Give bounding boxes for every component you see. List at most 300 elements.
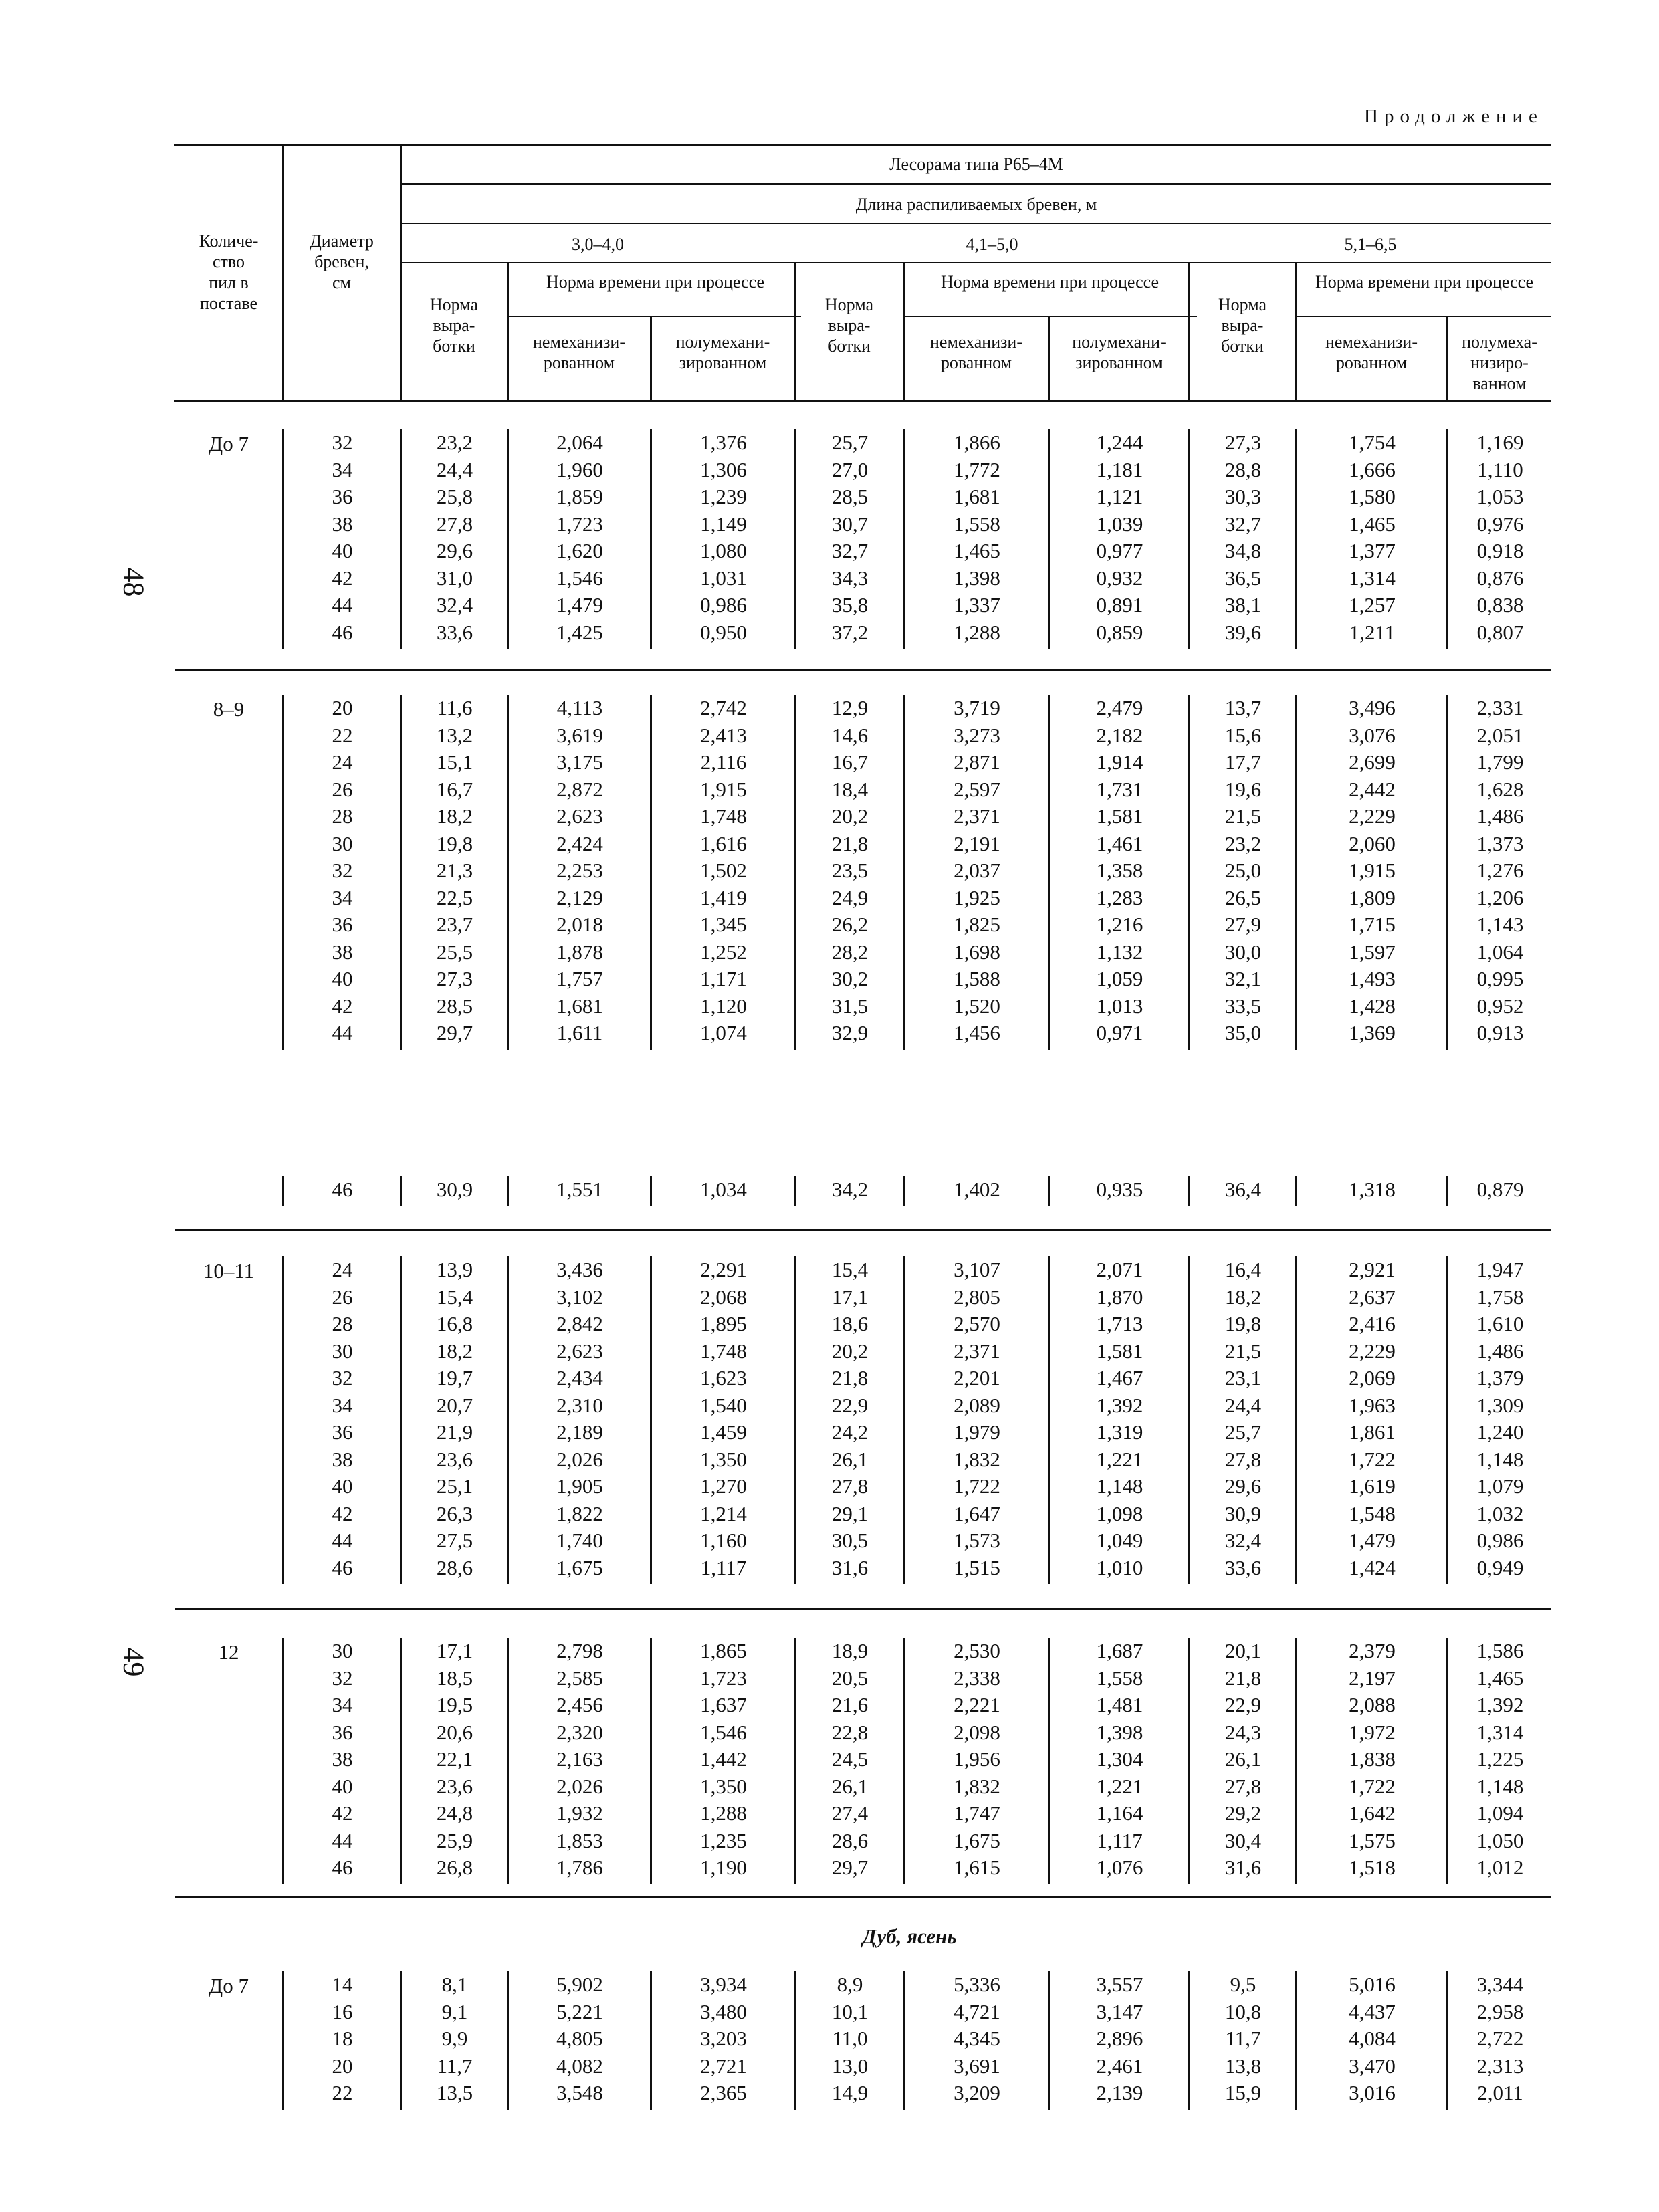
table-cell: 34: [332, 1693, 353, 1717]
header-vline: [903, 262, 905, 400]
table-cell: 3,436: [556, 1258, 603, 1281]
table-cell: 4,113: [556, 696, 603, 720]
table-cell: 29,2: [1224, 1801, 1262, 1825]
table-cell: 29,1: [831, 1501, 869, 1525]
time-norm-header: Норма времени при процессе: [546, 272, 765, 292]
table-cell: 1,350: [700, 1447, 747, 1471]
table-cell: 20: [332, 2054, 353, 2078]
table-cell: 2,921: [1349, 1258, 1396, 1281]
table-cell: 2,060: [1349, 831, 1396, 855]
table-cell: 30,2: [831, 967, 869, 990]
table-cell: 1,588: [954, 967, 1000, 990]
table-cell: 2,026: [556, 1774, 603, 1798]
table-cell: 1,870: [1096, 1285, 1143, 1309]
table-cell: 44: [332, 1021, 353, 1044]
table-cell: 2,623: [556, 1339, 603, 1363]
table-cell: 11,7: [437, 2054, 473, 2078]
nonmech-header: немеханизи- рованном: [930, 332, 1022, 372]
table-row: [284, 1828, 1553, 1855]
table-cell: 20,1: [1224, 1639, 1262, 1662]
table-cell: 3,496: [1349, 696, 1396, 720]
table-row: [284, 1971, 1553, 1999]
saws-count-label: 8–9: [213, 697, 245, 721]
table-cell: 2,037: [954, 859, 1000, 882]
table-row: [284, 1365, 1553, 1392]
table-cell: 22: [332, 723, 353, 747]
table-cell: 1,859: [556, 485, 603, 508]
table-cell: 1,722: [954, 1474, 1000, 1498]
table-cell: 1,723: [700, 1666, 747, 1690]
table-row: [284, 1501, 1553, 1528]
table-cell: 14: [332, 1973, 353, 1996]
table-cell: 1,143: [1476, 913, 1524, 936]
table-cell: 1,049: [1096, 1529, 1143, 1552]
table-cell: 1,031: [700, 566, 747, 590]
table-cell: 4,805: [556, 2027, 603, 2050]
table-cell: 14,9: [831, 2081, 869, 2104]
table-cell: 2,798: [556, 1639, 603, 1662]
table-cell: 10,8: [1224, 1999, 1262, 2023]
col-diameter-header: Диаметр бревен, см: [310, 231, 374, 292]
table-cell: 32,7: [1224, 512, 1262, 536]
table-cell: 3,691: [954, 2054, 1000, 2078]
table-cell: 1,481: [1096, 1693, 1143, 1717]
table-cell: 18,9: [831, 1639, 869, 1662]
table-cell: 30: [332, 1339, 353, 1363]
table-cell: 3,076: [1349, 723, 1396, 747]
table-cell: 21,6: [831, 1693, 869, 1717]
table-cell: 22,9: [831, 1393, 869, 1417]
table-cell: 1,479: [1349, 1529, 1396, 1552]
table-cell: 9,9: [441, 2027, 468, 2050]
table-row: [284, 1446, 1553, 1474]
table-cell: 1,616: [700, 831, 747, 855]
table-cell: 24,2: [831, 1420, 869, 1444]
table-cell: 0,995: [1476, 967, 1524, 990]
table-cell: 1,620: [556, 539, 603, 562]
header-vline: [1295, 262, 1297, 400]
table-cell: 1,288: [954, 620, 1000, 644]
table-cell: 24,8: [436, 1801, 473, 1825]
table-cell: 8,9: [837, 1973, 863, 1996]
table-cell: 18,6: [831, 1312, 869, 1335]
table-cell: 1,878: [556, 939, 603, 964]
table-cell: 1,076: [1096, 1856, 1143, 1879]
table-cell: 1,486: [1476, 804, 1524, 828]
table-cell: 2,424: [556, 831, 603, 855]
table-cell: 1,754: [1349, 431, 1396, 454]
table-cell: 20,2: [831, 1339, 869, 1363]
table-cell: 2,089: [954, 1393, 1000, 1417]
table-cell: 1,121: [1096, 485, 1143, 508]
table-cell: 2,116: [700, 750, 747, 774]
table-cell: 1,094: [1476, 1801, 1524, 1825]
range-3: 5,1–6,5: [1344, 235, 1397, 254]
table-cell: 27,3: [436, 967, 473, 990]
table-cell: 1,276: [1476, 859, 1524, 882]
table-cell: 1,979: [954, 1420, 1000, 1444]
table-cell: 0,879: [1476, 1178, 1524, 1201]
table-cell: 33,6: [1224, 1555, 1262, 1579]
table-cell: 1,465: [1476, 1666, 1524, 1690]
table-cell: 4,345: [954, 2027, 1000, 2050]
table-cell: 36: [332, 913, 353, 936]
table-cell: 38: [332, 1447, 353, 1471]
table-cell: 20,6: [436, 1720, 473, 1744]
table-cell: 30,5: [831, 1529, 869, 1552]
table-cell: 1,713: [1096, 1312, 1143, 1335]
table-cell: 16,7: [831, 750, 869, 774]
header-vline: [507, 262, 509, 400]
species-subtitle: Дуб, ясень: [862, 1924, 957, 1948]
table-cell: 44: [332, 1529, 353, 1552]
table-cell: 3,107: [954, 1258, 1000, 1281]
table-cell: 2,018: [556, 913, 603, 936]
table-cell: 1,283: [1096, 885, 1143, 909]
table-cell: 13,2: [436, 723, 473, 747]
table-cell: 1,758: [1476, 1285, 1524, 1309]
table-cell: 18,5: [436, 1666, 473, 1690]
table-cell: 1,288: [700, 1801, 747, 1825]
page-number-bottom: 49: [117, 1647, 150, 1677]
table-cell: 2,442: [1349, 777, 1396, 801]
table-cell: 3,203: [700, 2027, 747, 2050]
table-cell: 14,6: [831, 723, 869, 747]
table-cell: 2,416: [1349, 1312, 1396, 1335]
table-cell: 1,376: [700, 431, 747, 454]
table-cell: 2,253: [556, 859, 603, 882]
table-cell: 3,273: [954, 723, 1000, 747]
header-top-rule: [174, 144, 1551, 146]
table-cell: 1,425: [556, 620, 603, 644]
table-cell: 2,842: [556, 1312, 603, 1335]
table-cell: 29,7: [436, 1021, 473, 1044]
table-cell: 1,225: [1476, 1747, 1524, 1771]
table-row: [284, 1692, 1553, 1719]
table-cell: 2,530: [954, 1639, 1000, 1662]
table-cell: 40: [332, 967, 353, 990]
table-cell: 32,7: [831, 539, 869, 562]
saws-count-label: До 7: [209, 432, 249, 455]
table-cell: 22: [332, 2081, 353, 2104]
table-cell: 28,6: [436, 1555, 473, 1579]
table-cell: 1,757: [556, 967, 603, 990]
table-cell: 1,098: [1096, 1501, 1143, 1525]
table-cell: 1,402: [954, 1178, 1000, 1201]
length-caption: Длина распиливаемых бревен, м: [855, 195, 1097, 214]
table-cell: 2,320: [556, 1720, 603, 1744]
table-cell: 2,197: [1349, 1666, 1396, 1690]
table-row: [284, 1999, 1553, 2026]
table-cell: 3,102: [556, 1285, 603, 1309]
table-row: [284, 1284, 1553, 1311]
table-cell: 2,313: [1476, 2054, 1524, 2078]
table-cell: 42: [332, 994, 353, 1018]
table-cell: 19,8: [436, 831, 473, 855]
table-cell: 1,010: [1096, 1555, 1143, 1579]
table-cell: 2,088: [1349, 1693, 1396, 1717]
table-cell: 36: [332, 485, 353, 508]
table-cell: 40: [332, 539, 353, 562]
table-cell: 2,129: [556, 885, 603, 909]
table-cell: 1,050: [1476, 1828, 1524, 1852]
table-cell: 1,074: [700, 1021, 747, 1044]
table-cell: 44: [332, 1828, 353, 1852]
table-cell: 25,9: [436, 1828, 473, 1852]
table-row: [284, 1555, 1553, 1582]
table-cell: 26,8: [436, 1856, 473, 1879]
table-cell: 1,865: [700, 1639, 747, 1662]
table-cell: 39,6: [1224, 620, 1262, 644]
table-cell: 2,434: [556, 1366, 603, 1390]
table-cell: 32,4: [436, 593, 473, 617]
table-cell: 2,331: [1476, 696, 1524, 720]
table-cell: 18,2: [1224, 1285, 1262, 1309]
table-cell: 27,9: [1224, 913, 1262, 936]
table-cell: 0,986: [1476, 1529, 1524, 1552]
saws-count-label: До 7: [209, 1974, 249, 1997]
table-row: [284, 1419, 1553, 1446]
table-cell: 23,1: [1224, 1366, 1262, 1390]
saws-count-label: 12: [218, 1640, 239, 1664]
table-cell: 33,6: [436, 620, 473, 644]
table-cell: 3,175: [556, 750, 603, 774]
table-cell: 13,5: [436, 2081, 473, 2104]
table-cell: 32: [332, 1366, 353, 1390]
table-cell: 26: [332, 1285, 353, 1309]
table-cell: 1,318: [1349, 1178, 1396, 1201]
header-bottom-rule: [174, 400, 1551, 402]
table-cell: 1,169: [1476, 431, 1524, 454]
table-cell: 2,201: [954, 1366, 1000, 1390]
table-cell: 12,9: [831, 696, 869, 720]
table-cell: 1,963: [1349, 1393, 1396, 1417]
table-cell: 1,675: [954, 1828, 1000, 1852]
table-cell: 23,2: [436, 431, 473, 454]
table-cell: 1,748: [700, 804, 747, 828]
table-cell: 21,8: [831, 1366, 869, 1390]
table-cell: 28: [332, 804, 353, 828]
table-cell: 26,1: [831, 1447, 869, 1471]
table-cell: 2,742: [700, 696, 747, 720]
table-cell: 11,6: [437, 696, 473, 720]
group-separator: [175, 1608, 1551, 1610]
table-cell: 31,5: [831, 994, 869, 1018]
table-cell: 13,9: [436, 1258, 473, 1281]
table-cell: 1,214: [700, 1501, 747, 1525]
table-cell: 24,4: [1224, 1393, 1262, 1417]
table-cell: 1,809: [1349, 885, 1396, 909]
table-cell: 2,623: [556, 804, 603, 828]
table-cell: 1,244: [1096, 431, 1143, 454]
table-cell: 5,902: [556, 1973, 603, 1996]
table-cell: 1,502: [700, 859, 747, 882]
table-cell: 2,722: [1476, 2027, 1524, 2050]
table-cell: 46: [332, 1555, 353, 1579]
time-norm-header: Норма времени при процессе: [1315, 272, 1534, 292]
table-cell: 1,442: [700, 1747, 747, 1771]
group-separator: [175, 1229, 1551, 1231]
table-row: [284, 1392, 1553, 1420]
table-cell: 1,117: [700, 1555, 747, 1579]
table-cell: 32: [332, 1666, 353, 1690]
table-cell: 21,8: [1224, 1666, 1262, 1690]
table-cell: 1,546: [700, 1720, 747, 1744]
table-cell: 19,7: [436, 1366, 473, 1390]
table-cell: 1,861: [1349, 1420, 1396, 1444]
table-cell: 1,681: [556, 994, 603, 1018]
table-cell: 1,723: [556, 512, 603, 536]
table-cell: 32: [332, 859, 353, 882]
table-cell: 32,9: [831, 1021, 869, 1044]
table-cell: 3,344: [1476, 1973, 1524, 1996]
table-row: [284, 2053, 1553, 2080]
table-cell: 23,7: [436, 913, 473, 936]
table-cell: 1,486: [1476, 1339, 1524, 1363]
header-rule-proc-1: [507, 316, 801, 317]
table-cell: 1,398: [1096, 1720, 1143, 1744]
table-cell: 1,053: [1476, 485, 1524, 508]
table-cell: 33,5: [1224, 994, 1262, 1018]
table-cell: 38,1: [1224, 593, 1262, 617]
table-cell: 1,956: [954, 1747, 1000, 1771]
table-cell: 30,0: [1224, 939, 1262, 964]
table-cell: 1,610: [1476, 1312, 1524, 1335]
table-cell: 0,838: [1476, 593, 1524, 617]
table-cell: 2,637: [1349, 1285, 1396, 1309]
table-cell: 2,479: [1096, 696, 1143, 720]
table-cell: 1,580: [1349, 485, 1396, 508]
table-cell: 24: [332, 750, 353, 774]
table-cell: 0,876: [1476, 566, 1524, 590]
table-cell: 1,740: [556, 1529, 603, 1552]
table-cell: 25,1: [436, 1474, 473, 1498]
table-cell: 2,371: [954, 1339, 1000, 1363]
table-cell: 2,365: [700, 2081, 747, 2104]
table-cell: 1,551: [556, 1178, 603, 1201]
table-cell: 34,2: [831, 1178, 869, 1201]
table-cell: 1,149: [700, 512, 747, 536]
table-cell: 36,5: [1224, 566, 1262, 590]
table-cell: 0,932: [1096, 566, 1143, 590]
table-cell: 25,8: [436, 485, 473, 508]
table-row: [284, 592, 1553, 619]
table-cell: 1,032: [1476, 1501, 1524, 1525]
table-cell: 24,5: [831, 1747, 869, 1771]
table-cell: 1,914: [1096, 750, 1143, 774]
table-cell: 0,935: [1096, 1178, 1143, 1201]
table-cell: 1,637: [700, 1693, 747, 1717]
table-row: [284, 429, 1553, 457]
table-cell: 32: [332, 431, 353, 454]
table-cell: 1,392: [1096, 1393, 1143, 1417]
table-cell: 1,428: [1349, 994, 1396, 1018]
table-cell: 34: [332, 885, 353, 909]
table-cell: 1,581: [1096, 804, 1143, 828]
table-cell: 25,7: [1224, 1420, 1262, 1444]
table-cell: 15,4: [436, 1285, 473, 1309]
table-cell: 2,189: [556, 1420, 603, 1444]
table-cell: 1,623: [700, 1366, 747, 1390]
table-cell: 27,5: [436, 1529, 473, 1552]
nonmech-header: немеханизи- рованном: [533, 332, 625, 372]
table-cell: 26,1: [831, 1774, 869, 1798]
table-cell: 28,6: [831, 1828, 869, 1852]
table-cell: 5,336: [954, 1973, 1000, 1996]
table-cell: 1,392: [1476, 1693, 1524, 1717]
table-cell: 22,8: [831, 1720, 869, 1744]
table-cell: 0,977: [1096, 539, 1143, 562]
table-cell: 1,064: [1476, 939, 1524, 964]
table-cell: 1,642: [1349, 1801, 1396, 1825]
table-cell: 36,4: [1224, 1178, 1262, 1201]
table-cell: 27,8: [436, 512, 473, 536]
table-cell: 1,221: [1096, 1447, 1143, 1471]
table-cell: 2,011: [1477, 2081, 1523, 2104]
table-cell: 26,5: [1224, 885, 1262, 909]
table-cell: 1,190: [700, 1856, 747, 1879]
table-cell: 30: [332, 831, 353, 855]
table-cell: 1,838: [1349, 1747, 1396, 1771]
table-cell: 30,9: [1224, 1501, 1262, 1525]
table-cell: 38: [332, 939, 353, 964]
norm-output-header: Норма выра- ботки: [1218, 295, 1267, 356]
table-cell: 1,059: [1096, 967, 1143, 990]
table-cell: 2,229: [1349, 804, 1396, 828]
table-cell: 2,379: [1349, 1639, 1396, 1662]
table-cell: 4,437: [1349, 1999, 1396, 2023]
table-cell: 0,859: [1096, 620, 1143, 644]
table-cell: 5,221: [556, 1999, 603, 2023]
table-cell: 1,314: [1349, 566, 1396, 590]
table-row: [284, 1473, 1553, 1501]
table-row: [284, 831, 1553, 858]
table-row: [284, 2080, 1553, 2107]
table-cell: 38: [332, 1747, 353, 1771]
table-row: [284, 803, 1553, 831]
table-cell: 13,0: [831, 2054, 869, 2078]
table-row: [284, 2025, 1553, 2053]
table-cell: 1,319: [1096, 1420, 1143, 1444]
table-cell: 36: [332, 1720, 353, 1744]
header-vline: [400, 144, 402, 400]
table-cell: 21,3: [436, 859, 473, 882]
table-cell: 1,120: [700, 994, 747, 1018]
range-2: 4,1–5,0: [966, 235, 1018, 254]
table-row: [284, 885, 1553, 912]
table-cell: 1,915: [700, 777, 747, 801]
table-cell: 19,8: [1224, 1312, 1262, 1335]
table-cell: 28,8: [1224, 457, 1262, 481]
table-cell: 34,3: [831, 566, 869, 590]
table-cell: 1,615: [954, 1856, 1000, 1879]
table-cell: 1,647: [954, 1501, 1000, 1525]
table-cell: 2,413: [700, 723, 747, 747]
table-cell: 3,619: [556, 723, 603, 747]
table-cell: 19,5: [436, 1693, 473, 1717]
group-separator: [175, 669, 1551, 671]
table-cell: 32,4: [1224, 1529, 1262, 1552]
table-cell: 46: [332, 1856, 353, 1879]
table-row: [284, 1020, 1553, 1047]
table-cell: 24,4: [436, 457, 473, 481]
table-cell: 1,306: [700, 457, 747, 481]
table-row: [284, 1527, 1553, 1555]
continuation-label: Продолжение: [1364, 106, 1543, 127]
table-cell: 1,039: [1096, 512, 1143, 536]
table-cell: 0,950: [700, 620, 747, 644]
table-cell: 9,5: [1230, 1973, 1256, 1996]
